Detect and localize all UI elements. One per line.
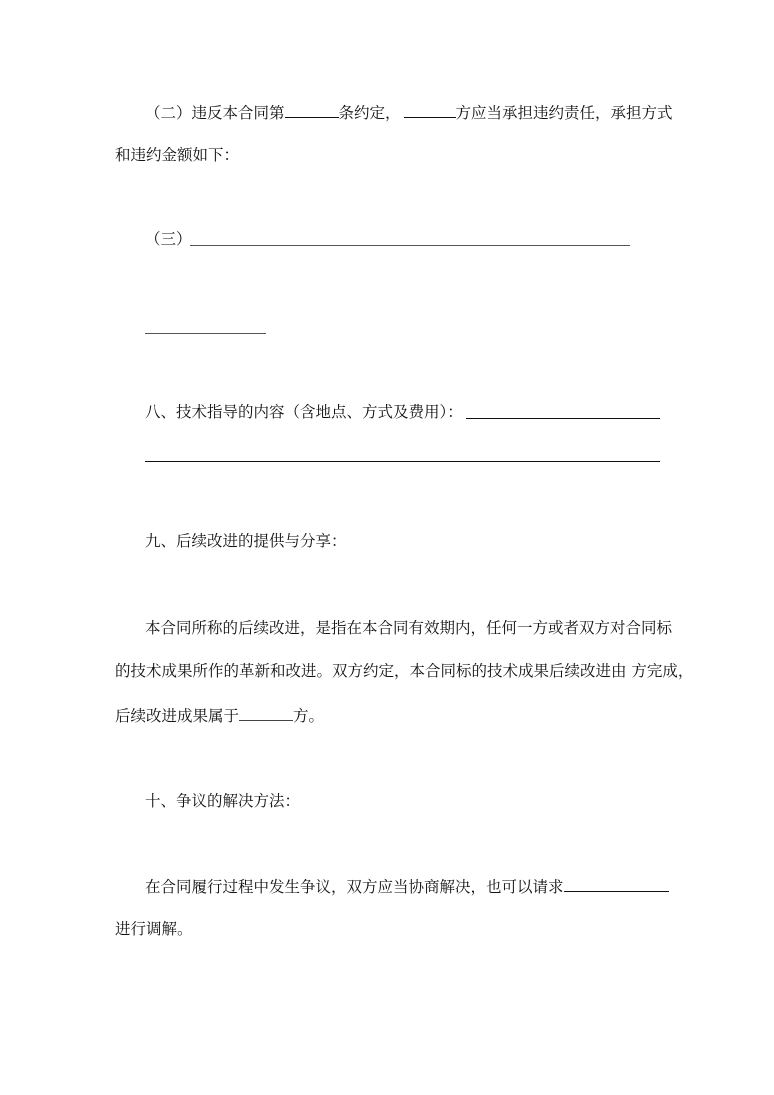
clause-2-line-1 (145, 102, 673, 123)
section-10-title: 十、争议的解决方法： (145, 792, 301, 810)
section-8-title: 八、技术指导的内容（含地点、方式及费用）： (145, 403, 463, 421)
clause-3-prefix: （三） (145, 230, 192, 248)
article-number-blank[interactable] (285, 102, 339, 118)
section-9-paragraph-line-2: 的技术成果所作的革新和改进。双方约定，本合同标的技术成果后续改进由 方完成， (115, 662, 694, 680)
clause-2-text-b: 条约定， (338, 104, 401, 122)
improvement-owner-blank[interactable] (239, 705, 293, 721)
improvement-owner-suffix: 方。 (293, 707, 325, 725)
clause-3-blank-line-2[interactable] (145, 333, 266, 334)
technical-guidance-blank-2[interactable] (145, 461, 660, 462)
clause-3-blank-line[interactable] (190, 245, 630, 246)
party-blank[interactable] (404, 102, 456, 118)
improvement-owner-text: 后续改进成果属于 (115, 707, 240, 725)
section-9-paragraph-line-3 (115, 705, 324, 726)
section-10-paragraph-line-2: 进行调解。 (115, 920, 193, 938)
clause-2-line-2: 和违约金额如下： (115, 146, 240, 164)
section-9-paragraph-line-1: 本合同所称的后续改进，是指在本合同有效期内，任何一方或者双方对合同标 (145, 619, 673, 637)
mediator-blank[interactable] (564, 876, 669, 892)
section-9-title: 九、后续改进的提供与分享： (145, 532, 347, 550)
technical-guidance-blank[interactable] (466, 418, 660, 419)
clause-2-text-a: （二）违反本合同第 (145, 104, 285, 122)
clause-2-text-c: 方应当承担违约责任，承担方式 (455, 104, 673, 122)
section-10-paragraph-line-1 (145, 876, 669, 897)
dispute-text: 在合同履行过程中发生争议，双方应当协商解决，也可以请求 (145, 878, 564, 896)
